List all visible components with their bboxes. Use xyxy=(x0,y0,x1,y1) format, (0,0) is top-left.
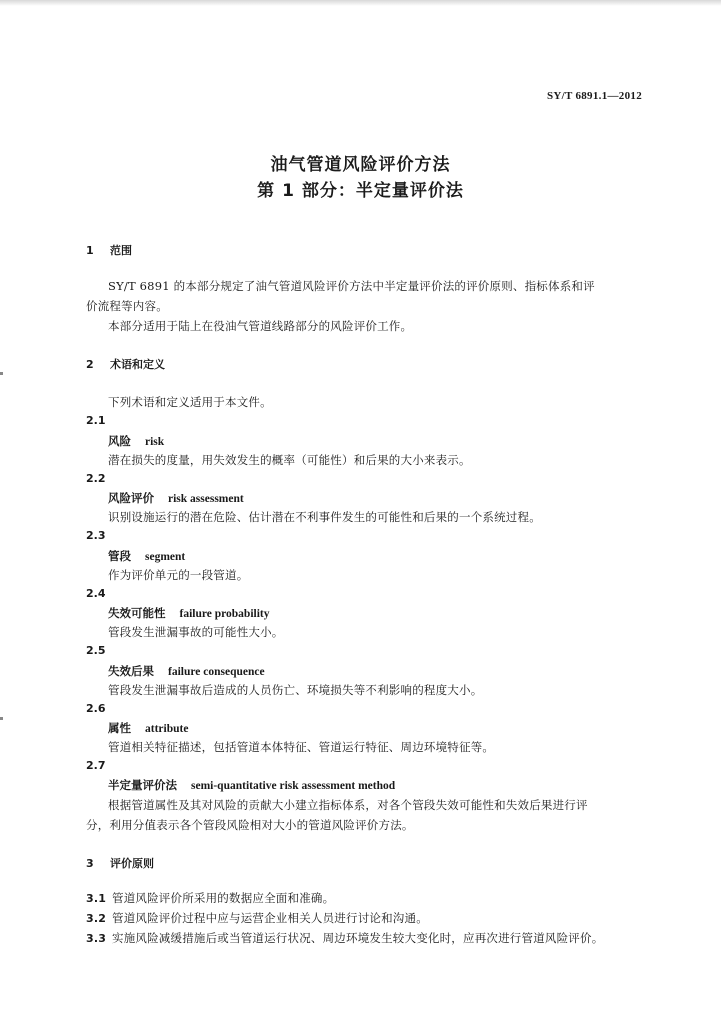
term-zh: 风险 xyxy=(108,434,131,448)
principle-number: 3.2 xyxy=(86,912,107,925)
term-en: attribute xyxy=(145,723,189,735)
scan-top-edge xyxy=(0,0,721,6)
section-heading xyxy=(86,855,154,871)
term-en: risk assessment xyxy=(168,493,244,505)
section-title: 范围 xyxy=(110,244,132,257)
section-number: 1 xyxy=(86,244,94,257)
principle-item xyxy=(86,930,603,946)
term-en: failure consequence xyxy=(168,666,265,678)
term-zh: 半定量评价法 xyxy=(108,778,177,792)
term-definition: 识别设施运行的潜在危险、估计潜在不利事件发生的可能性和后果的一个系统过程。 xyxy=(108,510,541,524)
term-en: risk xyxy=(145,436,165,448)
clause-number: 2.3 xyxy=(86,529,106,542)
paragraph-line: 本部分适用于陆上在役油气管道线路部分的风险评价工作。 xyxy=(108,319,413,333)
term-zh: 失效可能性 xyxy=(108,606,166,620)
scan-margin-mark xyxy=(0,717,3,720)
document-subtitle: 第 1 部分：半定量评价法 xyxy=(257,181,464,201)
term-definition: 管段发生泄漏事故的可能性大小。 xyxy=(108,625,284,639)
principle-text: 管道风险评价过程中应与运营企业相关人员进行讨论和沟通。 xyxy=(112,911,428,925)
term-en: segment xyxy=(145,551,186,563)
paragraph-line: 价流程等内容。 xyxy=(86,299,168,313)
principle-text: 实施风险减缓措施后或当管道运行状况、周边环境发生较大变化时，应再次进行管道风险评价。 xyxy=(112,931,604,945)
principle-number: 3.1 xyxy=(86,892,107,905)
term-entry xyxy=(108,605,270,621)
term-entry xyxy=(108,663,265,679)
term-entry xyxy=(108,720,188,736)
term-entry xyxy=(108,490,244,506)
term-definition: 潜在损失的度量，用失效发生的概率（可能性）和后果的大小来表示。 xyxy=(108,453,471,467)
term-en: failure probability xyxy=(179,608,270,620)
clause-number: 2.5 xyxy=(86,644,106,657)
document-title: 油气管道风险评价方法 xyxy=(270,155,451,175)
term-definition: 根据管道属性及其对风险的贡献大小建立指标体系，对各个管段失效可能性和失效后果进行评 xyxy=(108,798,588,812)
principle-text: 管道风险评价所采用的数据应全面和准确。 xyxy=(112,891,335,905)
term-definition: 作为评价单元的一段管道。 xyxy=(108,568,249,582)
clause-number: 2.4 xyxy=(86,587,106,600)
section-heading xyxy=(86,242,132,258)
term-zh: 属性 xyxy=(108,721,131,735)
principle-item xyxy=(86,890,334,906)
section-title: 评价原则 xyxy=(110,857,154,870)
clause-number: 2.2 xyxy=(86,472,106,485)
term-entry xyxy=(108,433,164,449)
term-definition: 管段发生泄漏事故后造成的人员伤亡、环境损失等不利影响的程度大小。 xyxy=(108,683,483,697)
term-zh: 管段 xyxy=(108,549,131,563)
standard-code: SY/T 6891.1—2012 xyxy=(546,90,642,102)
term-en: semi-quantitative risk assessment method xyxy=(191,780,396,792)
term-entry xyxy=(108,777,395,793)
scan-margin-mark xyxy=(0,372,3,375)
term-zh: 失效后果 xyxy=(108,664,154,678)
paragraph-line: SY/T 6891 的本部分规定了油气管道风险评价方法中半定量评价法的评价原则、指标体系和评 xyxy=(108,279,595,293)
section-number: 3 xyxy=(86,857,94,870)
term-definition: 分，利用分值表示各个管段风险相对大小的管道风险评价方法。 xyxy=(86,818,414,832)
clause-number: 2.6 xyxy=(86,702,106,715)
clause-number: 2.1 xyxy=(86,414,106,427)
section-heading xyxy=(86,356,165,372)
section-title: 术语和定义 xyxy=(110,358,165,371)
clause-number: 2.7 xyxy=(86,759,106,772)
term-entry xyxy=(108,548,185,564)
paragraph-line: 下列术语和定义适用于本文件。 xyxy=(108,395,272,409)
principle-item xyxy=(86,910,428,926)
term-definition: 管道相关特征描述，包括管道本体特征、管道运行特征、周边环境特征等。 xyxy=(108,740,495,754)
principle-number: 3.3 xyxy=(86,932,107,945)
section-number: 2 xyxy=(86,358,94,371)
term-zh: 风险评价 xyxy=(108,491,154,505)
